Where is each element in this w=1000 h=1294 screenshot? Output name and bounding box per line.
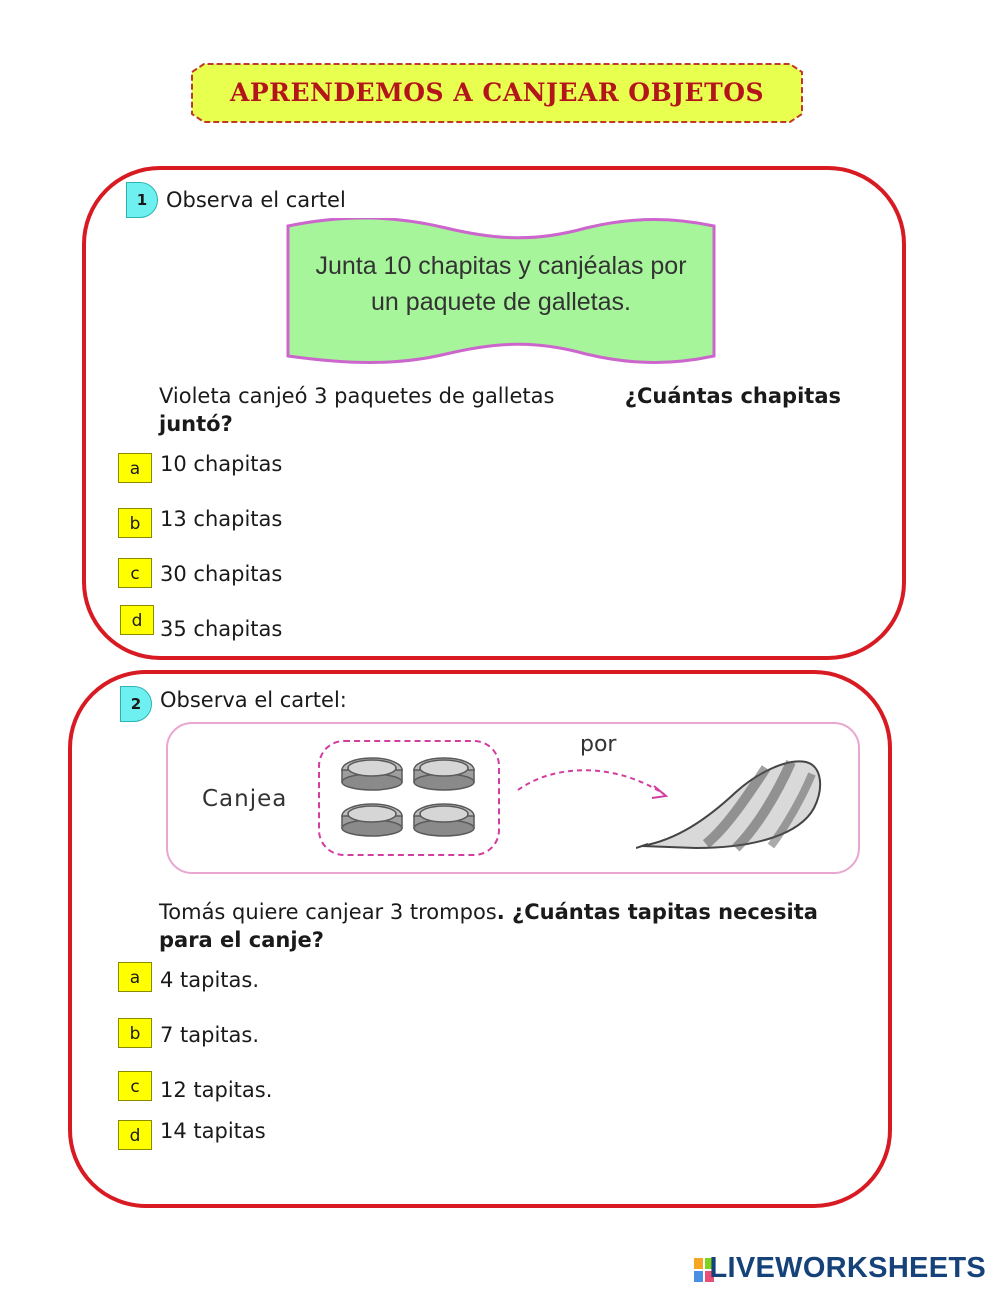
question-1-option-a-text: 10 chapitas (160, 452, 283, 476)
question-1-bold-2: juntó? (159, 412, 233, 436)
question-2-option-c-text: 12 tapitas. (160, 1078, 273, 1102)
sign-2-canjea-label: Canjea (202, 786, 288, 812)
question-1-bold-1: ¿Cuántas chapitas (624, 384, 841, 408)
page-title: APRENDEMOS A CANJEAR OBJETOS (229, 78, 765, 107)
question-2-option-b-text: 7 tapitas. (160, 1023, 260, 1047)
question-1-option-b-text: 13 chapitas (160, 507, 283, 531)
question-1-option-c-text: 30 chapitas (160, 562, 283, 586)
title-banner (190, 62, 804, 124)
question-1-sign (286, 218, 716, 364)
question-2-instruction: Observa el cartel: (160, 688, 347, 712)
sign-1-line-1: Junta 10 chapitas y canjéalas por (315, 252, 687, 280)
question-1-instruction: Observa el cartel (166, 188, 346, 212)
bottle-cap-icon (414, 804, 474, 836)
question-2-bold-1: . ¿Cuántas tapitas necesita (496, 900, 818, 924)
question-2-bold-2: para el canje? (159, 928, 324, 952)
liveworksheets-brand[interactable]: LIVEWORKSHEETS (709, 1252, 986, 1284)
sign-2-por-label: por (580, 732, 617, 757)
question-2-text (159, 898, 841, 954)
question-1-plain: Violeta canjeó 3 paquetes de galletas (159, 384, 555, 408)
question-2-option-d-text: 14 tapitas (160, 1119, 266, 1143)
question-2-option-a-text: 4 tapitas. (160, 968, 260, 992)
question-1-option-d-box[interactable]: d (120, 605, 154, 635)
bottle-caps-group (318, 740, 500, 856)
sign-1-line-2: un paquete de galletas. (371, 288, 631, 316)
question-1-option-a-box[interactable]: a (118, 453, 152, 483)
question-1-option-d-text: 35 chapitas (160, 617, 283, 641)
bottle-cap-icon (414, 758, 474, 790)
question-2-sign (166, 722, 860, 874)
question-1-text (159, 382, 841, 438)
question-2-option-b-box[interactable]: b (118, 1018, 152, 1048)
question-1-number-badge: 1 (126, 182, 158, 218)
question-1-option-b-box[interactable]: b (118, 508, 152, 538)
question-2-number-badge: 2 (120, 686, 152, 722)
spinning-top-icon (636, 748, 826, 860)
bottle-cap-icon (342, 758, 402, 790)
bottle-cap-icon (342, 804, 402, 836)
question-2-option-c-box[interactable]: c (118, 1071, 152, 1101)
question-1-option-c-box[interactable]: c (118, 558, 152, 588)
question-2-option-d-box[interactable]: d (118, 1120, 152, 1150)
question-2-plain: Tomás quiere canjear 3 trompos (159, 900, 497, 924)
question-2-option-a-box[interactable]: a (118, 962, 152, 992)
